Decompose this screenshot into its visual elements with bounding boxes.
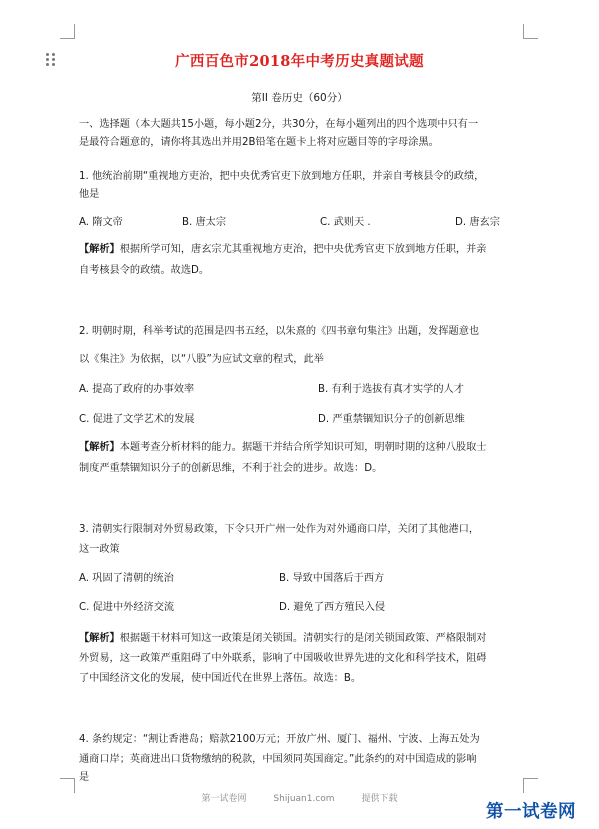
question-2-option-b: B. 有利于选拔有真才实学的人才 <box>318 384 464 395</box>
question-2-option-c: C. 促进了文学艺术的发展 <box>79 414 195 425</box>
footer-site-url: Shijuan1.com <box>273 794 335 804</box>
question-3-analysis: 了中国经济文化的发展，使中国近代在世界上落伍。故选：B。 <box>79 673 362 684</box>
question-1-stem: 他是 <box>79 189 100 200</box>
section-subtitle: 第II 卷历史（60分） <box>251 92 348 104</box>
analysis-tag: 【解析】 <box>79 633 120 644</box>
watermark-logo: 第一试卷网 <box>486 802 576 822</box>
question-3-option-c: C. 促进中外经济交流 <box>79 602 175 613</box>
document-title: 广西百色市2018年中考历史真题试题 <box>175 53 424 70</box>
crop-mark-top-left <box>60 24 75 39</box>
crop-mark-top-right <box>523 24 538 39</box>
question-3-option-d: D. 避免了西方殖民入侵 <box>279 602 386 613</box>
instructions-line: 是最符合题意的，请你将其选出并用2B铅笔在题卡上将对应题目等的字母涂黑。 <box>79 137 439 148</box>
question-2-stem: 以《集注》为依据，以“八股”为应试文章的程式，此举 <box>79 354 324 365</box>
question-3-analysis: 外贸易，这一政策严重阻碍了中外联系，影响了中国吸收世界先进的文化和科学技术，阻碍 <box>79 653 487 664</box>
question-2-analysis <box>79 441 487 455</box>
instructions-line: 一、选择题（本大题共15小题，每小题2分，共30分，在每小题列出的四个选项中只有一 <box>79 119 479 130</box>
question-2-option-a: A. 提高了政府的办事效率 <box>79 384 195 395</box>
analysis-text: 根据题干材料可知这一政策是闭关锁国。清朝实行的是闭关锁国政策、严格限制对 <box>119 633 487 644</box>
question-2-analysis: 制度严重禁锢知识分子的创新思维，不利于社会的进步。故选：D。 <box>79 463 383 474</box>
question-2-stem: 2. 明朝时期，科举考试的范围是四书五经，以朱熹的《四书章句集注》出题，发挥题意也 <box>79 326 480 337</box>
question-2-option-d: D. 严重禁锢知识分子的创新思维 <box>318 414 465 425</box>
analysis-text: 本题考查分析材料的能力。据题干并结合所学知识可知，明朝时期的这种八股取士 <box>119 442 487 453</box>
question-1-stem: 1. 他统治前期“重视地方吏治，把中央优秀官吏下放到地方任职，并亲自考核县令的政绩， <box>79 171 485 182</box>
footer-site-name: 第一试卷网 <box>201 794 247 804</box>
question-3-analysis <box>79 632 487 646</box>
footer-download-note: 提供下载 <box>361 794 398 804</box>
question-3-stem: 这一政策 <box>79 544 120 555</box>
analysis-tag: 【解析】 <box>79 244 120 255</box>
analysis-tag: 【解析】 <box>79 442 120 453</box>
question-1-analysis: 自考核县令的政绩。故选D。 <box>79 265 210 276</box>
question-3-option-b: B. 导致中国落后于西方 <box>279 573 385 584</box>
question-1-option-a: A. 隋文帝 <box>79 217 123 228</box>
question-3-option-a: A. 巩固了清朝的统治 <box>79 573 174 584</box>
question-4-stem: 是 <box>79 772 90 783</box>
question-4-stem: 通商口岸；英商进出口货物缴纳的税款，中国须同英国商定。”此条约的对中国造成的影响 <box>79 754 477 765</box>
question-1-option-c: C. 武则天 . <box>320 217 371 228</box>
question-3-stem: 3. 清朝实行限制对外贸易政策，下令只开广州一处作为对外通商口岸，关闭了其他港口， <box>79 524 480 535</box>
question-4-stem: 4. 条约规定：“割让香港岛；赔款2100万元；开放广州、厦门、福州、宁波、上海五处为 <box>79 734 480 745</box>
analysis-text: 根据所学可知，唐玄宗尤其重视地方吏治，把中央优秀官吏下放到地方任职，并亲 <box>119 244 487 255</box>
question-1-option-d: D. 唐玄宗 <box>455 217 500 228</box>
question-1-option-b: B. 唐太宗 <box>182 217 227 228</box>
question-1-analysis <box>79 243 487 257</box>
